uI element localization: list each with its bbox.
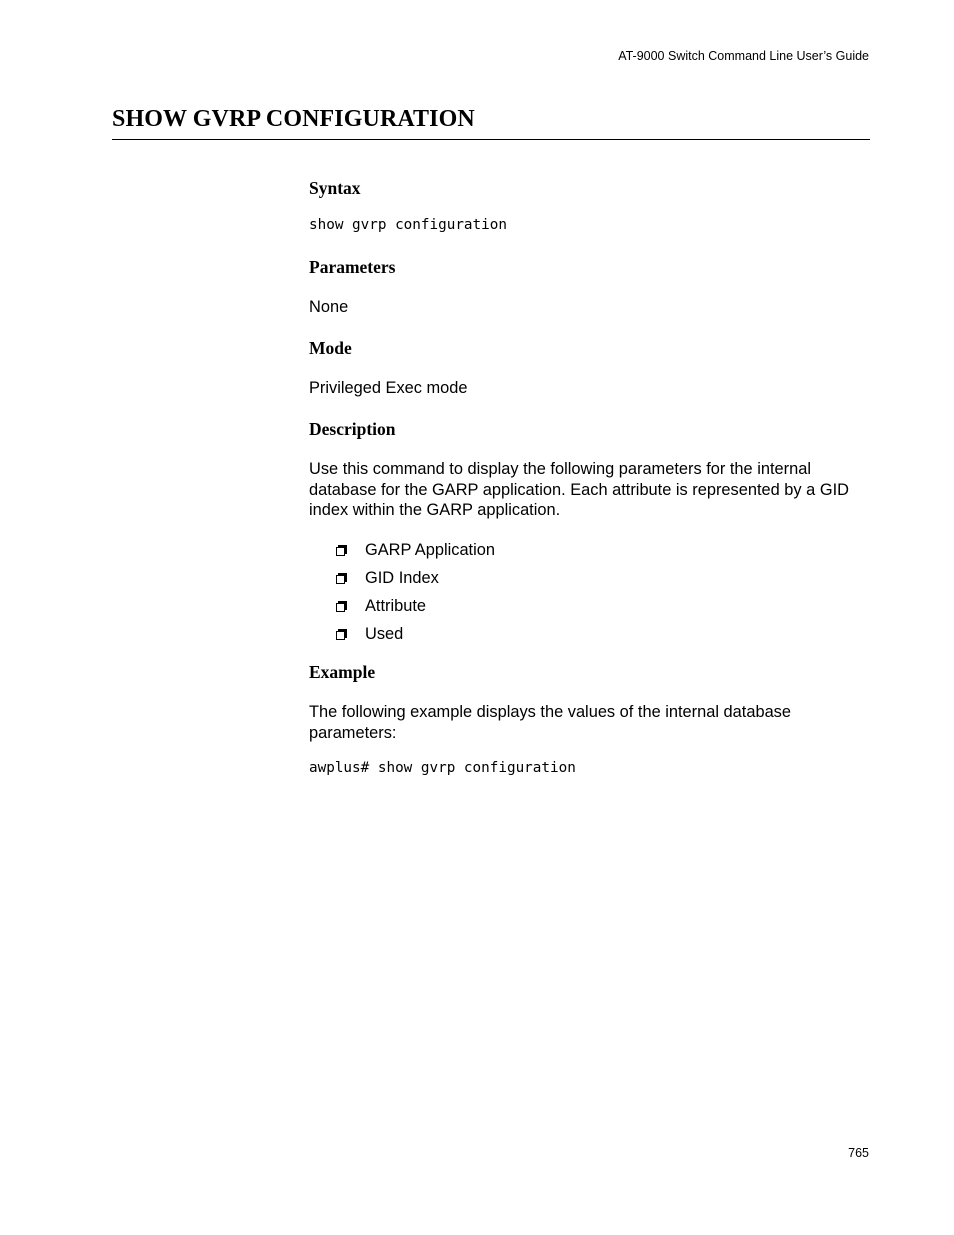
example-command: awplus# show gvrp configuration bbox=[309, 760, 576, 776]
list-item-label: Attribute bbox=[365, 596, 427, 615]
parameters-heading: Parameters bbox=[309, 257, 396, 277]
example-text: The following example displays the values of the internal database parameters: bbox=[309, 703, 791, 742]
list-item-label: Used bbox=[365, 624, 404, 643]
checkbox-bullet-icon bbox=[336, 629, 347, 640]
page-number: 765 bbox=[848, 1146, 869, 1160]
description-text: Use this command to display the following parameters for the internal database for the GARP application. Each attribute is represented by a GID index within the GARP application. bbox=[309, 460, 849, 519]
running-header: AT-9000 Switch Command Line User’s Guide bbox=[618, 49, 869, 63]
checkbox-bullet-icon bbox=[336, 545, 347, 556]
description-heading: Description bbox=[309, 419, 396, 439]
checkbox-bullet-icon bbox=[336, 573, 347, 584]
parameter-list bbox=[336, 536, 495, 648]
checkbox-bullet-icon bbox=[336, 601, 347, 612]
list-item-label: GID Index bbox=[365, 568, 439, 587]
example-heading: Example bbox=[309, 662, 376, 682]
list-item bbox=[336, 620, 495, 648]
syntax-command: show gvrp configuration bbox=[309, 217, 507, 233]
title-rule bbox=[112, 139, 870, 140]
list-item bbox=[336, 592, 495, 620]
mode-heading: Mode bbox=[309, 338, 352, 358]
syntax-heading: Syntax bbox=[309, 178, 361, 198]
page-title: SHOW GVRP CONFIGURATION bbox=[112, 106, 475, 132]
mode-text: Privileged Exec mode bbox=[309, 379, 468, 397]
list-item-label: GARP Application bbox=[365, 540, 495, 559]
list-item bbox=[336, 564, 495, 592]
list-item bbox=[336, 536, 495, 564]
parameters-text: None bbox=[309, 298, 349, 316]
